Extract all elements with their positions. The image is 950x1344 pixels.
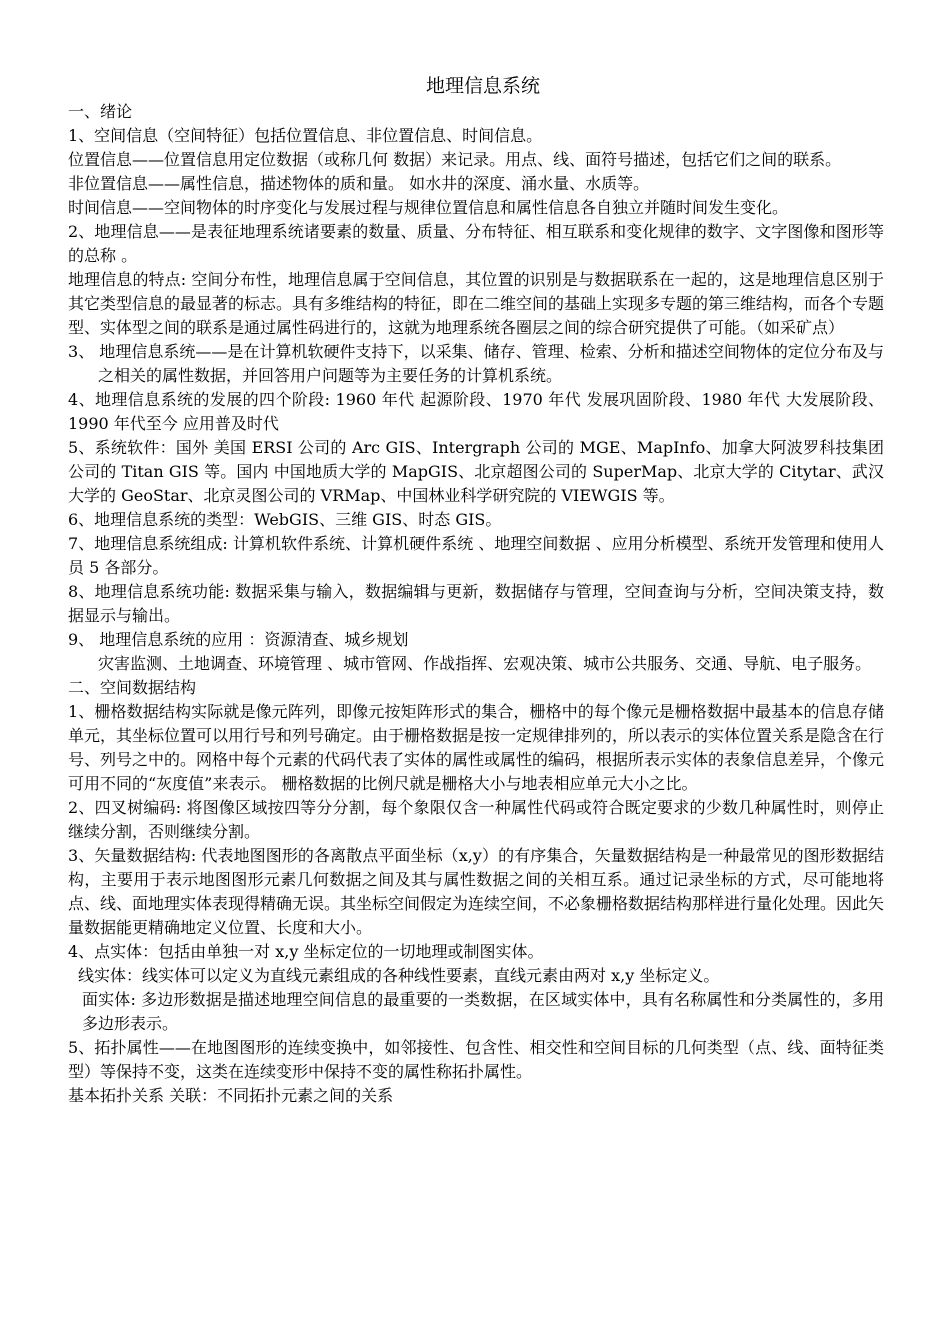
paragraph: 1、空间信息（空间特征）包括位置信息、非位置信息、时间信息。 [68, 126, 543, 145]
paragraph: 3、矢量数据结构: 代表地图图形的各离散点平面坐标（x,y）的有序集合，矢量数据结构是一种最常见的图形数据结构，主要用于表示地图图形元素几何数据之间及其与属性数据之间的关相互系。通过记录坐标的方式，尽可能地将点、线、面地理实体表现得精确无误。其坐标空间假定为连续空间，不必象栅格数据结构那样进行量化处理。因此矢量数据能更精确地定义位置、长度和大小。 [68, 846, 885, 937]
paragraph: 9、 地理信息系统的应用 ：资源清查、城乡规划 [68, 630, 409, 649]
paragraph: 时间信息——空间物体的时序变化与发展过程与规律位置信息和属性信息各自独立并随时间发生变化。 [68, 198, 789, 217]
paragraph: 5、拓扑属性——在地图图形的连续变换中，如邻接性、包含性、相交性和空间目标的几何类型（点、线、面特征类型）等保持不变，这类在连续变形中保持不变的属性称拓扑属性。 [68, 1038, 884, 1081]
paragraph: 8、地理信息系统功能: 数据采集与输入，数据编辑与更新，数据储存与管理，空间查询与分析，空间决策支持，数据显示与输出。 [68, 582, 884, 625]
document-page [68, 72, 884, 1108]
paragraph: 6、地理信息系统的类型：WebGIS、三维 GIS、时态 GIS。 [68, 510, 502, 529]
section-heading: 一、绪论 [68, 102, 133, 121]
paragraph: 7、地理信息系统组成: 计算机软件系统、计算机硬件系统 、地理空间数据 、应用分析模型、系统开发管理和使用人员 5 各部分。 [68, 534, 884, 577]
paragraph: 线实体：线实体可以定义为直线元素组成的各种线性要素，直线元素由两对 x,y 坐标定义。 [78, 966, 720, 985]
paragraph: 2、地理信息——是表征地理系统诸要素的数量、质量、分布特征、相互联系和变化规律的数字、文字图像和图形等的总称 。 [68, 222, 884, 265]
paragraph: 位置信息——位置信息用定位数据（或称几何 数据）来记录。用点、线、面符号描述，包括它们之间的联系。 [68, 150, 842, 169]
paragraph: 4、地理信息系统的发展的四个阶段: 1960 年代 起源阶段、1970 年代 发展巩固阶段、1980 年代 大发展阶段、1990 年代至今 应用普及时代 [68, 390, 884, 433]
paragraph: 灾害监测、土地调查、环境管理 、城市管网、作战指挥、宏观决策、城市公共服务、交通、导航、电子服务。 [98, 654, 872, 673]
paragraph: 1、栅格数据结构实际就是像元阵列，即像元按矩阵形式的集合，栅格中的每个像元是栅格数据中最基本的信息存储单元，其坐标位置可以用行号和列号确定。由于栅格数据是按一定规律排列的，所以表示的实体位置关系是隐含在行号、列号之中的。网格中每个元素的代码代表了实体的属性或属性的编码，根据所表示实体的表象信息差异，个像元可用不同的“灰度值”来表示。 栅格数据的比例尺就是栅格大小与地表相应单元大小之比。 [68, 702, 885, 793]
paragraph: 面实体: 多边形数据是描述地理空间信息的最重要的一类数据，在区域实体中，具有名称属性和分类属性的，多用多边形表示。 [82, 990, 884, 1033]
paragraph: 5、系统软件：国外 美国 ERSI 公司的 Arc GIS、Intergraph 公司的 MGE、MapInfo、加拿大阿波罗科技集团公司的 Titan GIS 等。国内 中国地质大学的 MapGIS、北京超图公司的 SuperMap、北京大学的 Citytar、武汉大学的 GeoStar、北京灵图公司的 VRMap、中国林业科学研究院的 VIEWGIS 等。 [68, 438, 884, 505]
paragraph: 基本拓扑关系 关联：不同拓扑元素之间的关系 [68, 1086, 394, 1105]
paragraph: 地理信息的特点: 空间分布性，地理信息属于空间信息，其位置的识别是与数据联系在一起的，这是地理信息区别于其它类型信息的最显著的标志。具有多维结构的特征，即在二维空间的基础上实现多专题的第三维结构，而各个专题型、实体型之间的联系是通过属性码进行的，这就为地理系统各圈层之间的综合研究提供了可能。（如采矿点） [68, 270, 885, 337]
paragraph: 4、点实体：包括由单独一对 x,y 坐标定位的一切地理或制图实体。 [68, 942, 544, 961]
paragraph: 非位置信息——属性信息，描述物体的质和量。 如水井的深度、涌水量、水质等。 [68, 174, 650, 193]
paragraph: 3、 地理信息系统——是在计算机软硬件支持下，以采集、储存、管理、检索、分析和描述空间物体的定位分布及与之相关的属性数据，并回答用户问题等为主要任务的计算机系统。 [68, 342, 884, 385]
paragraph: 2、四叉树编码: 将图像区域按四等分分割，每个象限仅含一种属性代码或符合既定要求的少数几种属性时，则停止继续分割，否则继续分割。 [68, 798, 884, 841]
section-heading: 二、空间数据结构 [68, 678, 197, 697]
document-title: 地理信息系统 [425, 75, 540, 97]
